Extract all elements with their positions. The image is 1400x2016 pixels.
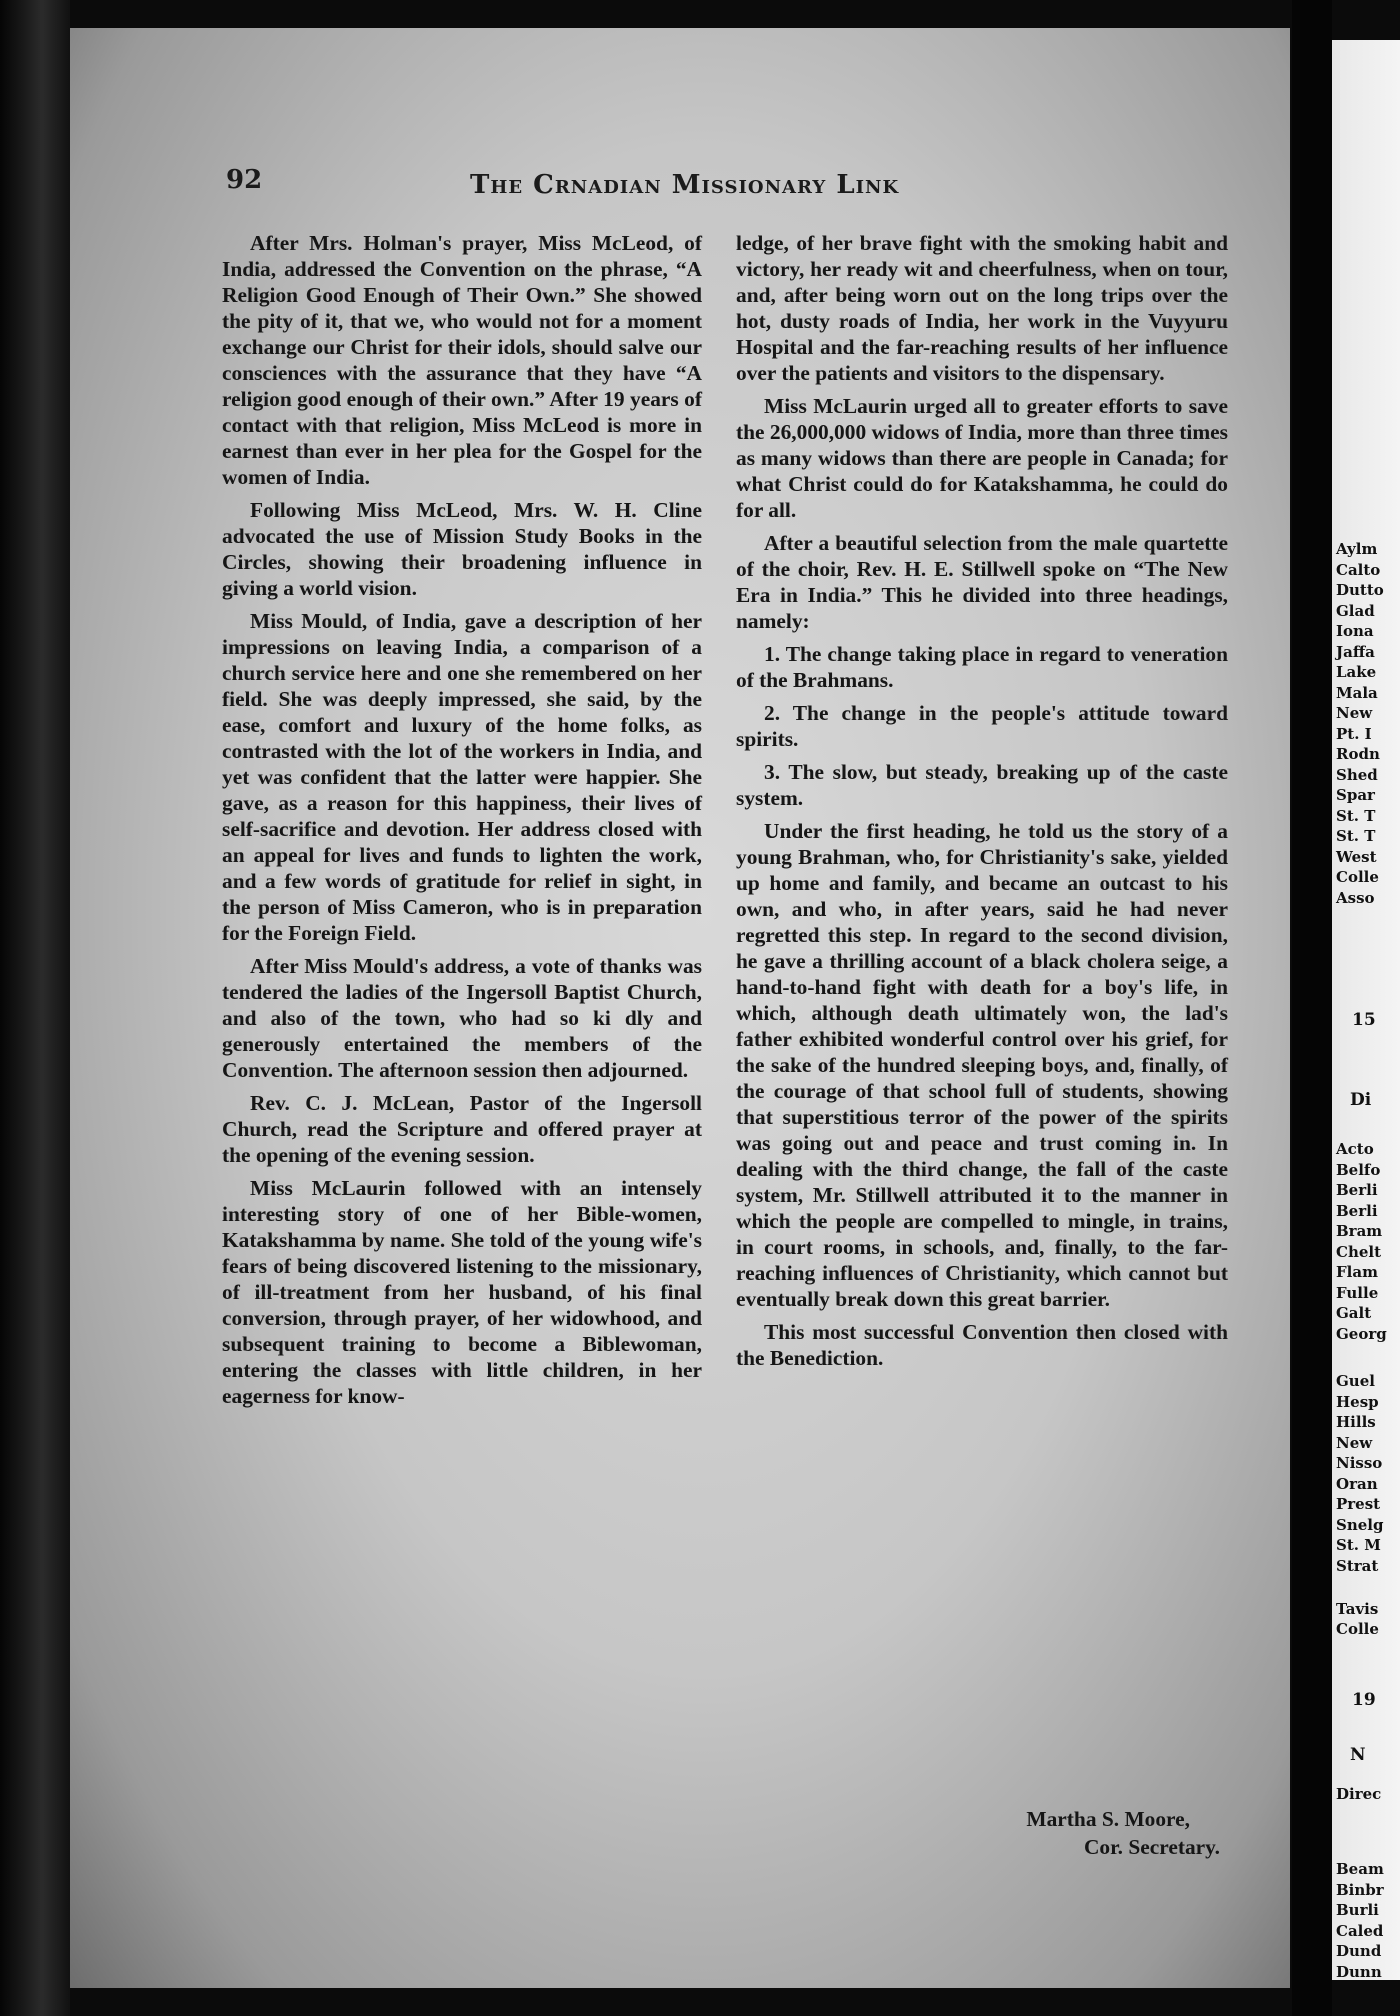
adjacent-page-word-fragment: Dutto xyxy=(1336,581,1384,599)
adjacent-page-word-fragment: Dunn xyxy=(1336,1962,1382,1980)
list-item: 2. The change in the people's attitude toward spirits. xyxy=(736,701,1228,751)
adjacent-page-word-fragment: St. M xyxy=(1336,1536,1381,1554)
adjacent-page-word-fragment: Lake xyxy=(1336,663,1377,681)
adjacent-page-word-fragment: Acto xyxy=(1336,1140,1374,1158)
adjacent-page-word-fragment: Binbr xyxy=(1336,1880,1384,1899)
running-title: The Crnadian Missionary Link xyxy=(470,170,900,200)
paragraph-continuation: ledge, of her brave fight with the smoking habit and victory, her ready wit and cheerfulness, when on tour, and, after being worn out on the long trips over the hot, dusty roads of India, her work in the Vuyyuru Hospital and the far-reaching results of her influence over the patients and visitors to the dispensary. xyxy=(736,231,1228,385)
adjacent-page-word-fragment: Glad xyxy=(1336,601,1375,620)
paragraph: Under the first heading, he told us the story of a young Brahman, who, for Christianity's sake, yielded up home and family, and became an outcast to his own, and who, in after years, said he had never regretted this step. In regard to the second division, he gave a thrilling account of a black cholera seige, a hand-to-hand fight with death for a boy's life, in which, although death ultimately won, the lad's father exhibited wonderful control over his grief, for the sake of the hundred sleeping boys, and, finally, of the courage of that school full of students, showing that superstitious terror of the power of the spirits was going out and peace and trust coming in. In dealing with the third change, the fall of the caste system, Mr. Stillwell attributed it to the manner in which the people are compelled to mingle, in trains, in court rooms, in schools, and, finally, to the far-reaching influences of Christianity, which cannot but eventually break down this great barrier. xyxy=(736,819,1228,1311)
adjacent-page-word-fragment: Beam xyxy=(1336,1860,1384,1878)
adjacent-page-word-fragment: Colle xyxy=(1336,1620,1379,1638)
adjacent-page-word-fragment: Strat xyxy=(1336,1556,1379,1575)
adjacent-page-word-fragment: Calto xyxy=(1336,560,1381,579)
adjacent-page-word-fragment: Belfo xyxy=(1336,1160,1381,1179)
paragraph: Miss McLaurin followed with an intensely interesting story of one of her Bible-women, Katakshamma by name. She told of the young wife's fears of being discovered listening to the missionary, of ill-treatment from her husband, of his final conversion, through prayer, of her widowhood, and subsequent training to become a Biblewoman, entering the classes with little children, in her eagerness for know- xyxy=(222,1176,702,1408)
adjacent-page-word-fragment: Aylm xyxy=(1336,540,1378,558)
adjacent-page-word-fragment: Tavis xyxy=(1336,1600,1379,1618)
paragraph: After a beautiful selection from the male quartette of the choir, Rev. H. E. Stillwell spoke on “The New Era in India.” This he divided into three headings, namely: xyxy=(736,531,1228,633)
adjacent-page-word-fragment: Snelg xyxy=(1336,1515,1384,1534)
signature-name: Martha S. Moore, xyxy=(1026,1807,1190,1831)
adjacent-page-word-fragment: New xyxy=(1336,704,1373,722)
adjacent-page-word-fragment: Di xyxy=(1350,1090,1372,1110)
adjacent-page-word-fragment: Iona xyxy=(1336,622,1374,640)
paragraph: This most successful Convention then closed with the Benediction. xyxy=(736,1320,1228,1370)
adjacent-page-word-fragment: Asso xyxy=(1336,888,1375,907)
left-column xyxy=(222,230,702,1416)
paragraph: After Mrs. Holman's prayer, Miss McLeod, of India, addressed the Convention on the phrase, “A Religion Good Enough of Their Own.” She showed the pity of it, that we, who would not for a moment exchange our Christ for their idols, should salve our consciences with the assurance that they have “A religion good enough of their own.” After 19 years of contact with that religion, Miss McLeod is more in earnest than ever in her plea for the Gospel for the women of India. xyxy=(222,231,702,489)
adjacent-page-word-fragment: New xyxy=(1336,1433,1373,1452)
adjacent-page-word-fragment: Galt xyxy=(1336,1304,1372,1322)
book-binding-edge xyxy=(0,0,70,2016)
list-item: 1. The change taking place in regard to veneration of the Brahmans. xyxy=(736,642,1228,692)
adjacent-page-word-fragment: Caled xyxy=(1336,1921,1384,1940)
page-gutter xyxy=(1292,0,1332,2016)
adjacent-page-word-fragment: 15 xyxy=(1352,1010,1376,1030)
paragraph: Miss McLaurin urged all to greater efforts to save the 26,000,000 widows of India, more than three times as many widows than there are people in Canada; for what Christ could do for Katakshamma, he could do for all. xyxy=(736,394,1228,522)
adjacent-page-word-fragment: Berli xyxy=(1336,1181,1378,1199)
adjacent-page-word-fragment: Hesp xyxy=(1336,1392,1379,1411)
adjacent-page-word-fragment: Colle xyxy=(1336,868,1379,886)
adjacent-page-word-fragment: Direc xyxy=(1336,1785,1382,1803)
right-column xyxy=(736,230,1228,1378)
adjacent-page-word-fragment: Guel xyxy=(1336,1372,1375,1390)
adjacent-page-word-fragment: St. T xyxy=(1336,827,1376,845)
paragraph: After Miss Mould's address, a vote of thanks was tendered the ladies of the Ingersoll Baptist Church, and also of the town, who had so ki dly and generously entertained the members of the Convention. The afternoon session then adjourned. xyxy=(222,954,702,1082)
signature-title: Cor. Secretary. xyxy=(1083,1835,1220,1859)
adjacent-page-word-fragment: Mala xyxy=(1336,683,1378,702)
adjacent-page-word-fragment: Flam xyxy=(1336,1263,1378,1281)
adjacent-page-word-fragment: Fulle xyxy=(1336,1283,1379,1302)
signature-block xyxy=(890,1805,1220,1861)
adjacent-page-word-fragment: Spar xyxy=(1336,786,1375,804)
adjacent-page-edge xyxy=(1332,40,1400,1980)
list-item: 3. The slow, but steady, breaking up of the caste system. xyxy=(736,760,1228,810)
adjacent-page-word-fragment: St. T xyxy=(1336,806,1376,825)
paragraph: Rev. C. J. McLean, Pastor of the Ingersoll Church, read the Scripture and offered prayer at the opening of the evening session. xyxy=(222,1091,702,1167)
adjacent-page-word-fragment: Burli xyxy=(1336,1901,1379,1919)
paragraph: Miss Mould, of India, gave a description of her impressions on leaving India, a comparison of a church service here and one she remembered on her field. She was deeply impressed, she said, by the ease, comfort and luxury of the home folks, as contrasted with the lot of the workers in India, and yet was confident that the latter were happier. She gave, as a reason for this happiness, their lives of self-sacrifice and devotion. Her address closed with an appeal for lives and funds to lighten the work, and a few words of gratitude for relief in sight, in the person of Miss Cameron, who is in preparation for the Foreign Field. xyxy=(222,609,702,945)
adjacent-page-word-fragment: 19 xyxy=(1352,1690,1376,1710)
page-number: 92 xyxy=(226,165,263,195)
adjacent-page-word-fragment: Hills xyxy=(1336,1413,1376,1431)
adjacent-page-word-fragment: Bram xyxy=(1336,1222,1383,1240)
adjacent-page-word-fragment: Chelt xyxy=(1336,1242,1382,1261)
adjacent-page-word-fragment: Rodn xyxy=(1336,745,1380,763)
adjacent-page-word-fragment: West xyxy=(1336,847,1377,866)
adjacent-page-word-fragment: Berli xyxy=(1336,1201,1378,1220)
adjacent-page-word-fragment: Shed xyxy=(1336,765,1378,784)
adjacent-page-word-fragment: Nisso xyxy=(1336,1454,1383,1472)
adjacent-page-word-fragment: N xyxy=(1350,1745,1366,1765)
paragraph: Following Miss McLeod, Mrs. W. H. Cline advocated the use of Mission Study Books in the Circles, showing their broadening influence in giving a world vision. xyxy=(222,498,702,600)
adjacent-page-word-fragment: Georg xyxy=(1336,1324,1387,1343)
adjacent-page-word-fragment: Prest xyxy=(1336,1495,1381,1513)
adjacent-page-word-fragment: Pt. I xyxy=(1336,724,1372,743)
adjacent-page-word-fragment: Dund xyxy=(1336,1942,1382,1960)
adjacent-page-word-fragment: Oran xyxy=(1336,1474,1378,1493)
adjacent-page-word-fragment: Jaffa xyxy=(1336,642,1375,661)
